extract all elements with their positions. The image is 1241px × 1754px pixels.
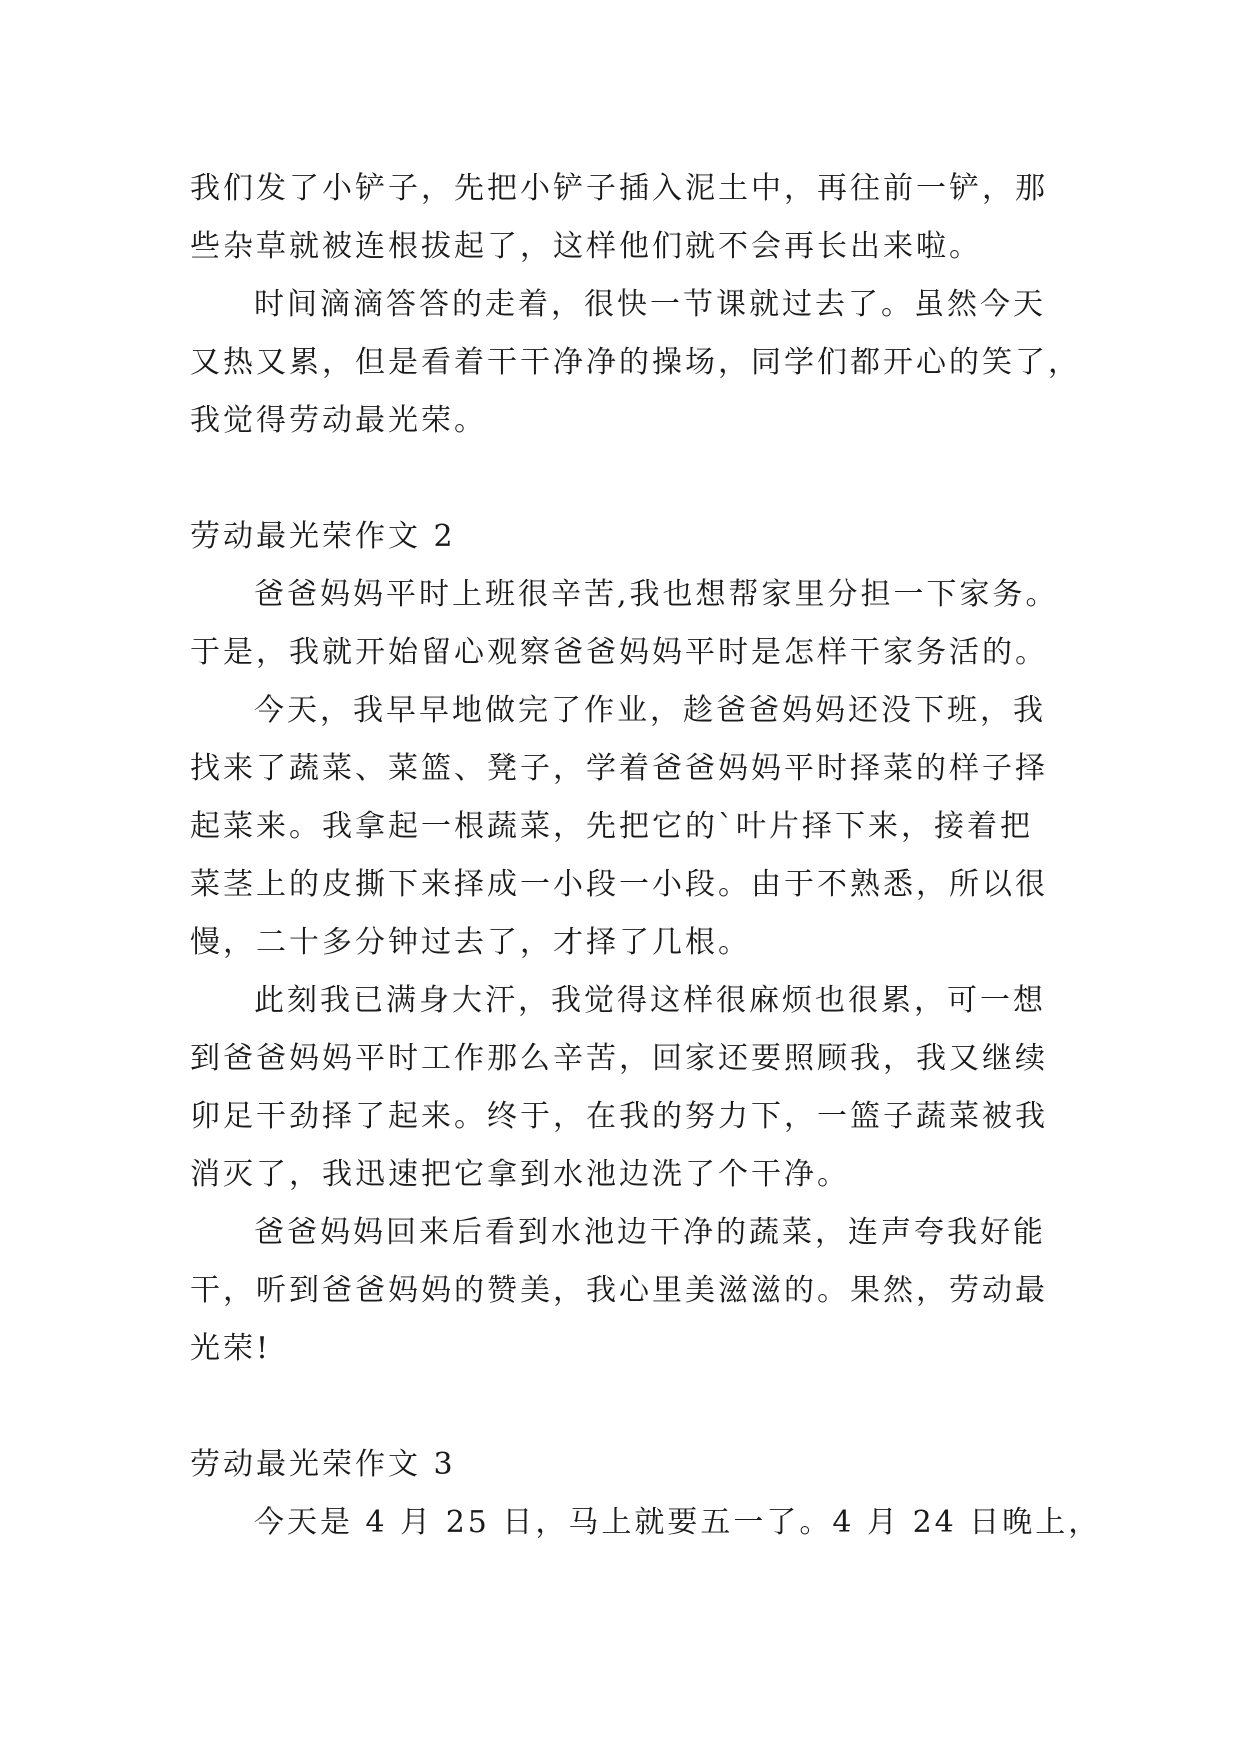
text-line: 找来了蔬菜、菜篮、凳子，学着爸爸妈妈平时择菜的样子择	[190, 751, 1048, 786]
text-line: 此刻我已满身大汗，我觉得这样很麻烦也很累，可一想	[254, 983, 1046, 1018]
text-line: 我们发了小铲子，先把小铲子插入泥土中，再往前一铲，那	[190, 171, 1048, 206]
text-line: 消灭了，我迅速把它拿到水池边洗了个干净。	[190, 1157, 850, 1192]
paragraph	[190, 160, 1070, 276]
paragraph	[190, 566, 1070, 682]
paragraph	[190, 1204, 1070, 1378]
text-line: 起菜来。我拿起一根蔬菜，先把它的`叶片择下来，接着把	[190, 809, 1033, 844]
spacer	[190, 1378, 1070, 1436]
text-line: 我觉得劳动最光荣。	[190, 403, 487, 438]
section-heading: 劳动最光荣作文 3	[190, 1447, 456, 1482]
paragraph	[190, 1494, 1102, 1552]
text-line: 慢，二十多分钟过去了，才择了几根。	[190, 925, 751, 960]
paragraph	[190, 682, 1070, 972]
section-heading: 劳动最光荣作文 2	[190, 519, 456, 554]
paragraph	[190, 276, 1081, 450]
text-line: 爸爸妈妈回来后看到水池边干净的蔬菜，连声夸我好能	[254, 1215, 1046, 1250]
text-line: 卯足干劲择了起来。终于，在我的努力下，一篮子蔬菜被我	[190, 1099, 1048, 1134]
text-line: 到爸爸妈妈平时工作那么辛苦，回家还要照顾我，我又继续	[190, 1041, 1048, 1076]
text-line: 又热又累，但是看着干干净净的操场，同学们都开心的笑了，	[190, 345, 1081, 380]
text-line: 时间滴滴答答的走着，很快一节课就过去了。虽然今天	[254, 287, 1046, 322]
paragraph	[190, 972, 1070, 1204]
text-line: 今天是 4 月 25 日，马上就要五一了。4 月 24 日晚上，	[254, 1505, 1102, 1540]
document-body	[190, 160, 1102, 1552]
text-line: 爸爸妈妈平时上班很辛苦,我也想帮家里分担一下家务。	[254, 577, 1059, 612]
text-line: 于是，我就开始留心观察爸爸妈妈平时是怎样干家务活的。	[190, 635, 1048, 670]
text-line: 菜茎上的皮撕下来择成一小段一小段。由于不熟悉，所以很	[190, 867, 1048, 902]
text-line: 些杂草就被连根拔起了，这样他们就不会再长出来啦。	[190, 229, 982, 264]
text-line: 今天，我早早地做完了作业，趁爸爸妈妈还没下班，我	[254, 693, 1046, 728]
spacer	[190, 450, 1070, 508]
text-line: 干，听到爸爸妈妈的赞美，我心里美滋滋的。果然，劳动最	[190, 1273, 1048, 1308]
text-line: 光荣!	[190, 1331, 272, 1366]
